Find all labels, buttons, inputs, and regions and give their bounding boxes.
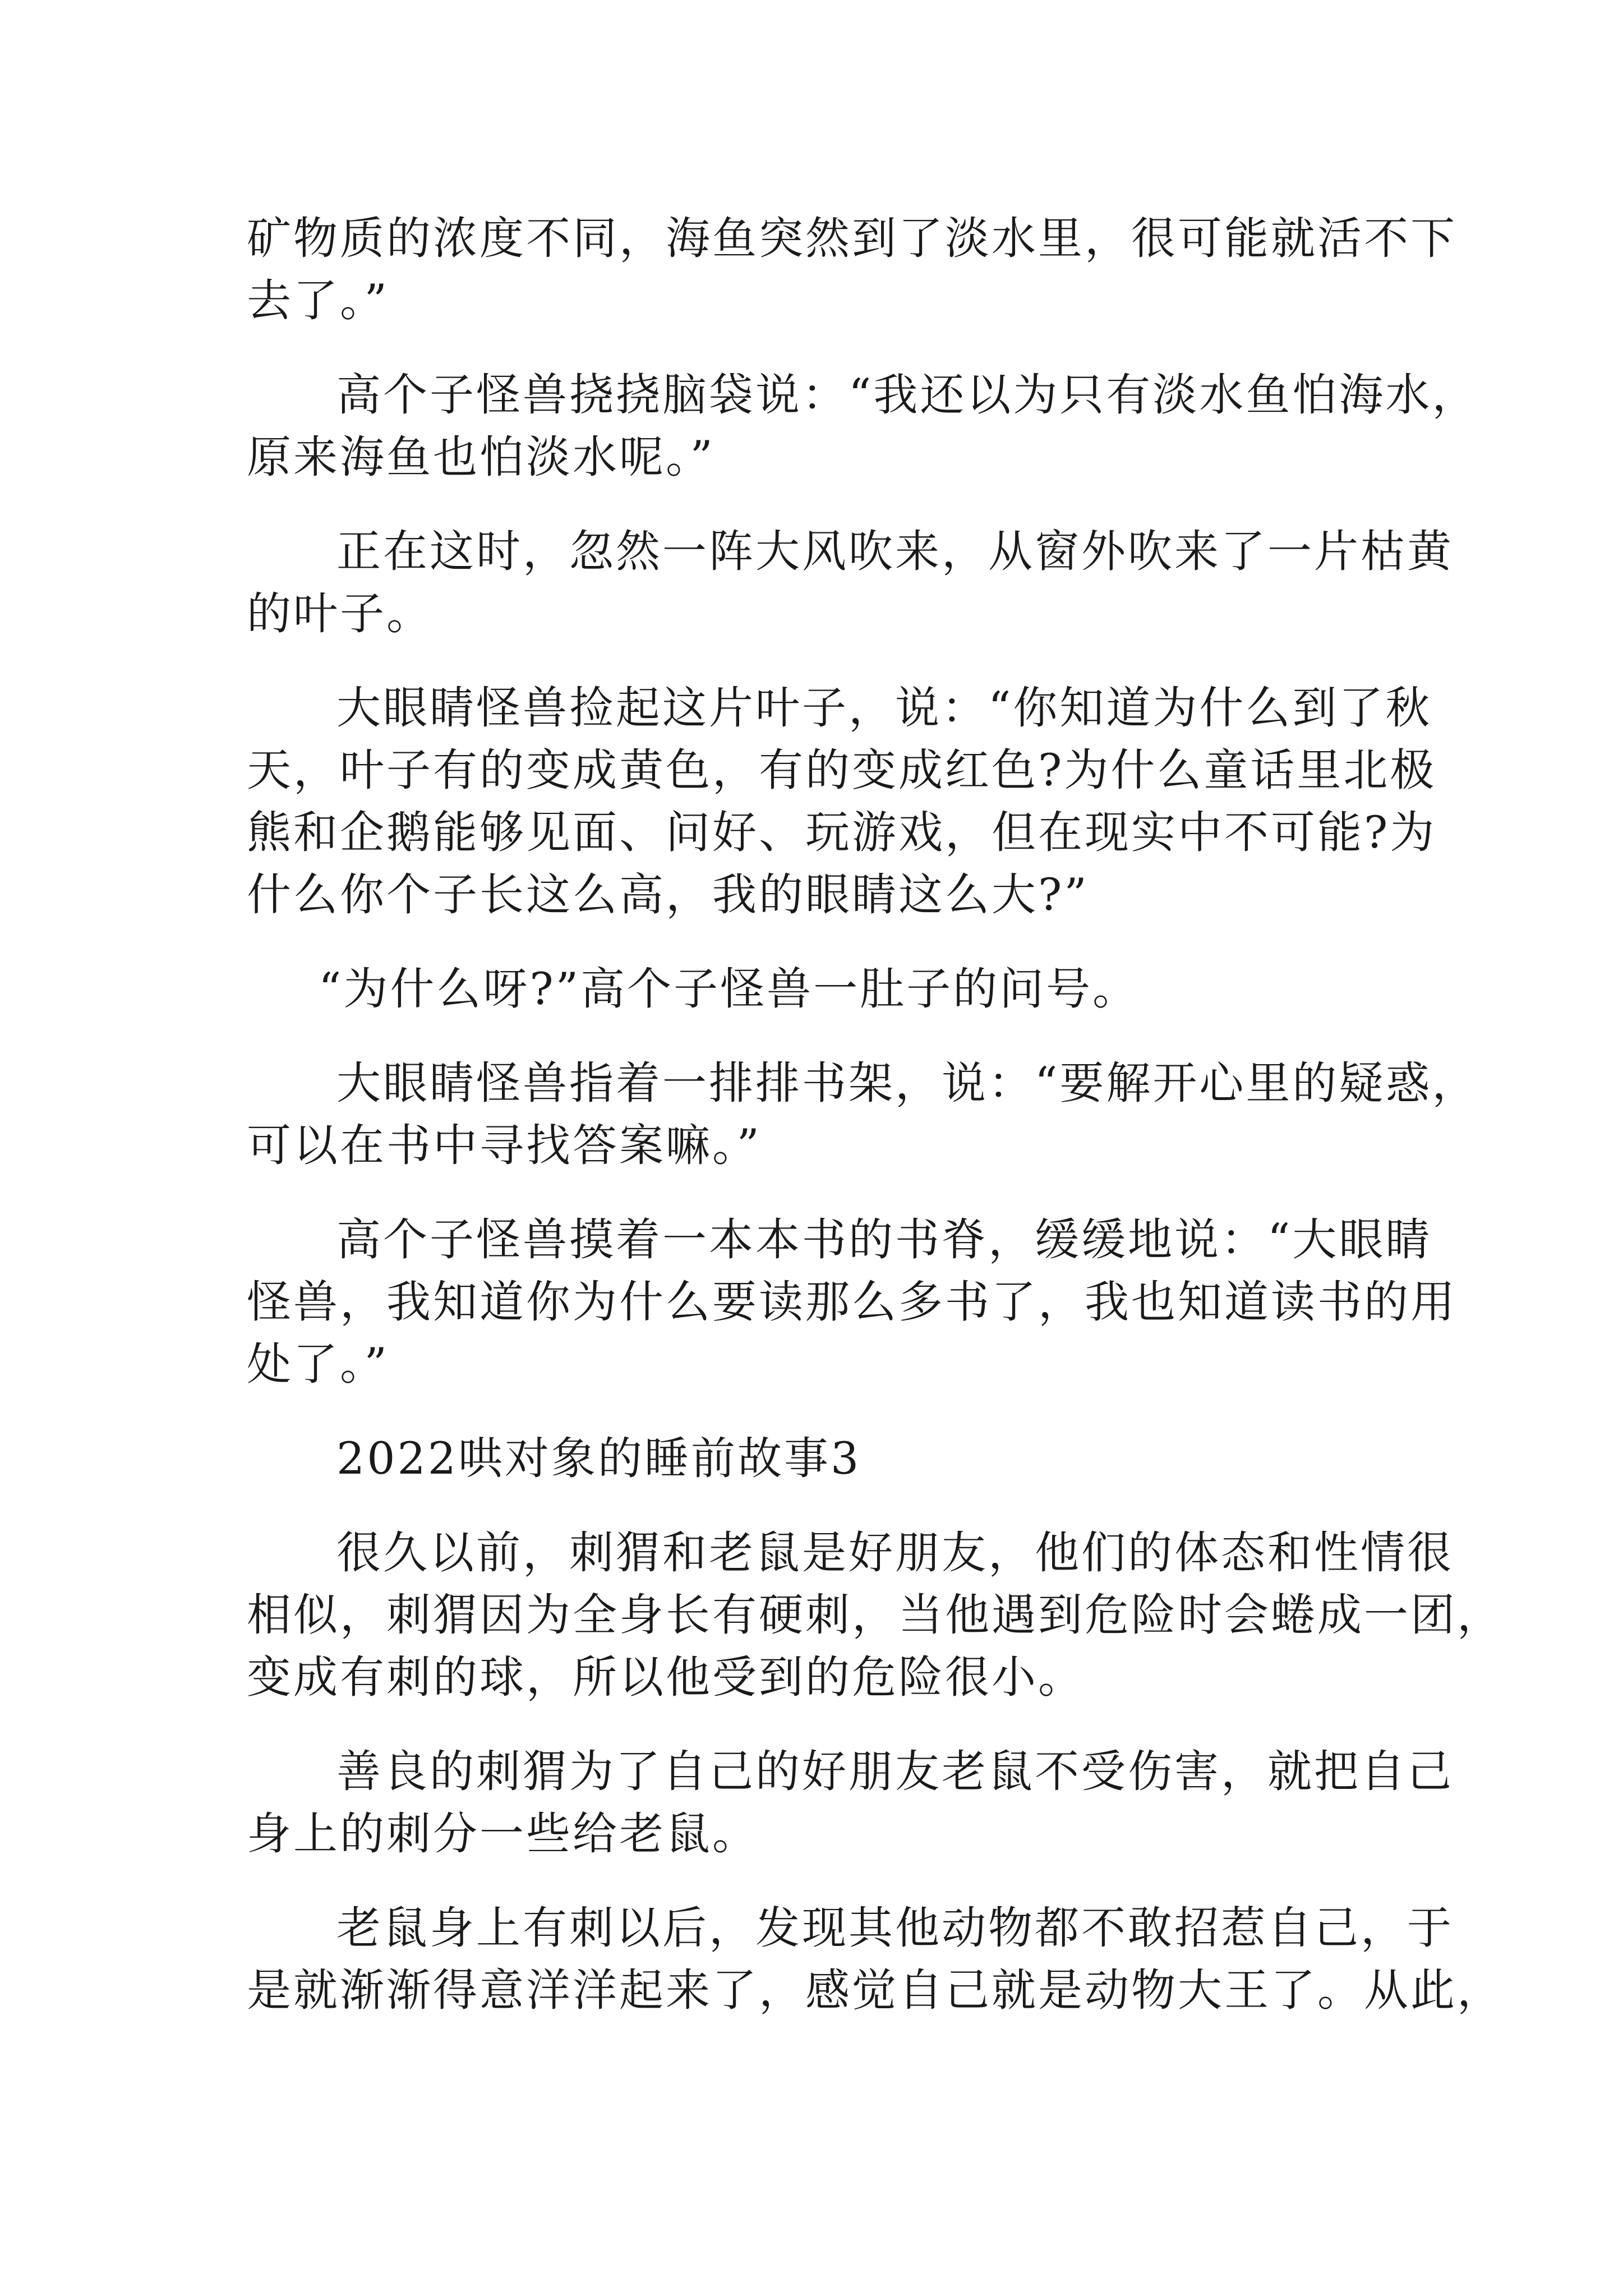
text-line: 是就渐渐得意洋洋起来了，感觉自己就是动物大王了。从此， [247, 1964, 1504, 2016]
section-heading: 2022哄对象的睡前故事3 [336, 1433, 861, 1484]
paragraph-start-line: 老鼠身上有刺以后，发现其他动物都不敢招惹自己，于 [336, 1902, 1454, 1954]
text-line: 天，叶子有的变成黄色，有的变成红色?为什么童话里北极 [247, 744, 1437, 796]
text-line: 处了。” [247, 1338, 389, 1390]
text-line: 去了。” [247, 275, 389, 326]
paragraph-start-line: “为什么呀?”高个子怪兽一肚子的问号。 [319, 963, 1140, 1015]
paragraph-start-line: 高个子怪兽摸着一本本书的书脊，缓缓地说：“大眼睛 [336, 1214, 1432, 1266]
text-line: 原来海鱼也怕淡水呢。” [247, 431, 715, 483]
paragraph-start-line: 善良的刺猬为了自己的好朋友老鼠不受伤害，就把自己 [336, 1746, 1454, 1797]
text-line: 身上的刺分一些给老鼠。 [247, 1808, 759, 1860]
paragraph-start-line: 大眼睛怪兽指着一排排书架，说：“要解开心里的疑惑， [336, 1057, 1479, 1109]
text-line: 的叶子。 [247, 588, 433, 639]
paragraph-start-line: 正在这时，忽然一阵大风吹来，从窗外吹来了一片枯黄 [336, 526, 1454, 577]
text-line: 怪兽，我知道你为什么要读那么多书了，我也知道读书的用 [247, 1276, 1457, 1328]
paragraph-start-line: 高个子怪兽挠挠脑袋说：“我还以为只有淡水鱼怕海水， [336, 369, 1479, 421]
paragraph-start-line: 大眼睛怪兽捡起这片叶子，说：“你知道为什么到了秋 [336, 682, 1432, 734]
text-line: 变成有刺的球，所以他受到的危险很小。 [247, 1651, 1085, 1703]
paragraph-start-line: 很久以前，刺猬和老鼠是好朋友，他们的体态和性情很 [336, 1527, 1454, 1579]
text-line: 熊和企鹅能够见面、问好、玩游戏，但在现实中不可能?为 [247, 807, 1437, 858]
text-line: 可以在书中寻找答案嘛。” [247, 1120, 762, 1171]
text-line: 什么你个子长这么高，我的眼睛这么大?” [247, 869, 1089, 921]
text-line: 矿物质的浓度不同，海鱼突然到了淡水里，很可能就活不下 [247, 213, 1457, 264]
text-line: 相似，刺猬因为全身长有硬刺，当他遇到危险时会蜷成一团， [247, 1589, 1504, 1641]
